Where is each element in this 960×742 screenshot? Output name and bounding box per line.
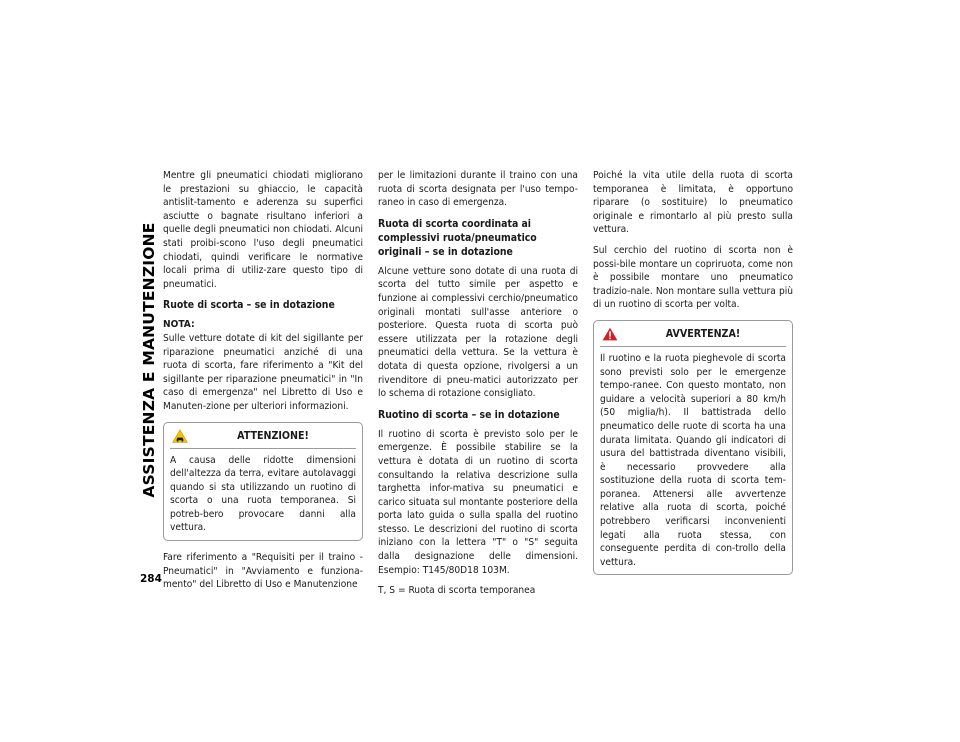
caution-car-icon xyxy=(172,429,188,443)
definition-line: T, S = Ruota di scorta temporanea xyxy=(378,585,536,597)
intro-paragraph: Mentre gli pneumatici chiodati migliorano le prestazioni su ghiaccio, le capacità antislit-tamento e aderenza su superfici asciutte o bagnate risultano inferiori a quelle degli pneumatici non chiodati. Alcuni stati proibi-scono l'uso degli pneumatici chiodati, quindi verificare le normative locali prima di utiliz-zare questo tipo di pneumatici. xyxy=(163,170,363,290)
attention-title: ATTENZIONE! xyxy=(237,429,309,442)
warning-title: AVVERTENZA! xyxy=(665,327,741,340)
attention-box xyxy=(163,422,363,542)
warning-triangle-icon xyxy=(602,327,618,341)
warning-text: Il ruotino e la ruota pieghevole di scorta sono previsti solo per le emergenze tempo-ranee. Con questo montato, non guidare a velocità superiori a 80 km/h (50 miglia/h). Il battistrada dello pneumatico delle ruote di scorta ha una durata limitata. Quando gli indicatori di usura del battistrada diventano visibili, è necessario provvedere alla sostituzione della ruota di scorta tem-poranea. Attenersi alle avvertenze relative alla ruota di scorta, poiché potrebbero verificarsi inconvenienti legati alla ruota stessa, con conseguente perdita di con-trollo della vettura. xyxy=(600,352,786,568)
warning-box-header xyxy=(600,324,786,347)
page-number: 284 xyxy=(140,573,162,585)
note-label: NOTA: xyxy=(163,319,195,331)
warning-box xyxy=(593,320,793,576)
matched-spare-paragraph: Alcune vetture sono dotate di una ruota di scorta del tutto simile per aspetto e funzione ai complessivi cerchio/pneumatico originali montati sull'asse anteriore o posteriore. Questa ruota di scorta può essere utilizzata per la rotazione degli pneumatici della vettura. Se la vettura è dotata di questa opzione, rivolgersi a un rivenditore di pneu-matici autorizzato per lo schema di rotazione consigliato. xyxy=(378,265,578,400)
attention-box-header xyxy=(170,426,356,449)
heading-compact-spare: Ruotino di scorta – se in dotazione xyxy=(378,408,560,421)
rim-paragraph: Sul cerchio del ruotino di scorta non è possi-bile montare un copriruota, come non è possibile montare uno pneumatico tradizio-nale. Non montare sulla vettura più di un ruotino di scorta per volta. xyxy=(593,244,793,311)
column-middle xyxy=(378,169,578,605)
column-left xyxy=(163,169,363,599)
reference-paragraph: Fare riferimento a "Requisiti per il traino - Pneumatici" in "Avviamento e funziona-mento" del Libretto di Uso e Manutenzione xyxy=(163,552,363,591)
spare-life-paragraph: Poiché la vita utile della ruota di scorta temporanea è limitata, è opportuno riparare (o sostituire) lo pneumatico originale e rimontarlo al più presto sulla vettura. xyxy=(593,170,793,236)
column-right xyxy=(593,169,793,585)
section-side-title xyxy=(139,170,159,550)
compact-spare-paragraph: Il ruotino di scorta è previsto solo per le emergenze. È possibile stabilire se la vettura è dotata di un ruotino di scorta consultando la relativa descrizione sulla targhetta infor-mativa su pneumatici e carico situata sul montante posteriore della porta lato guida o sulla spalla del ruotino stesso. Le descrizioni del ruotino di scorta iniziano con la lettera "T" o "S" seguita dalla designazione delle dimensioni. Esempio: T145/80D18 103M. xyxy=(378,428,578,576)
continued-paragraph: per le limitazioni durante il traino con una ruota di scorta designata per l'uso tempo-raneo in caso di emergenza. xyxy=(378,170,578,209)
section-title-text: ASSISTENZA E MANUTENZIONE xyxy=(140,222,158,498)
heading-matched-spare: Ruota di scorta coordinata ai complessivi ruota/pneumatico originali – se in dotazione xyxy=(378,217,537,258)
note-paragraph: Sulle vetture dotate di kit del sigillante per riparazione pneumatici anziché di una ruota di scorta, fare riferimento a "Kit del sigillante per riparazione pneumatici" in "In caso di emergenza" nel Libretto di Uso e Manuten-zione per ulteriori informazioni. xyxy=(163,332,363,412)
heading-spare-wheels: Ruote di scorta – se in dotazione xyxy=(163,299,335,312)
attention-text: A causa delle ridotte dimensioni dell'altezza da terra, evitare autolavaggi quando si sta utilizzando un ruotino di scorta o una ruota temporanea. Si potreb-bero provocare danni alla vettura. xyxy=(170,454,356,534)
